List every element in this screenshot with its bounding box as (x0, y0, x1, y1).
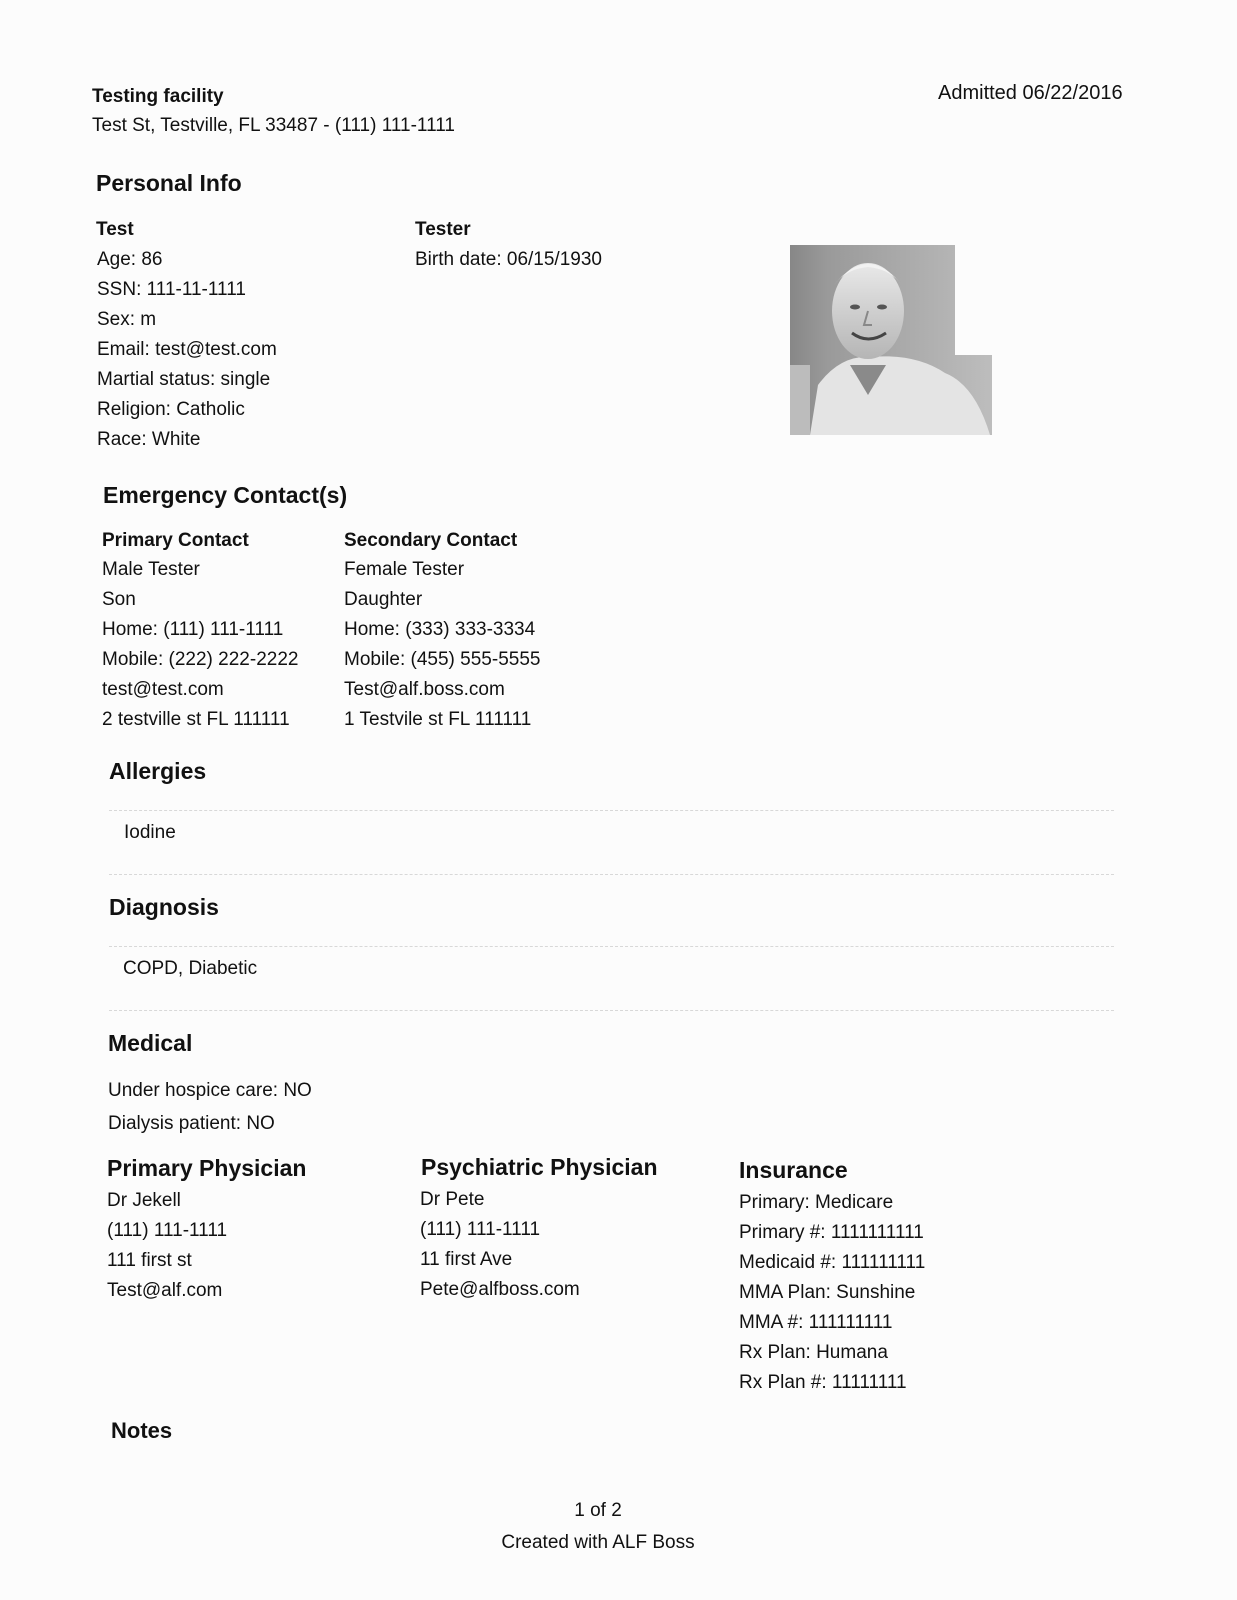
primary-physician-email: Test@alf.com (107, 1280, 223, 1301)
diagnosis-box-bottom (109, 1010, 1114, 1011)
insurance-primary: Primary: Medicare (739, 1192, 894, 1213)
facility-name: Testing facility (92, 86, 224, 107)
marital-status: Martial status: single (97, 369, 271, 390)
psychiatric-physician-address: 11 first Ave (420, 1249, 513, 1270)
facility-address: Test St, Testville, FL 33487 - (111) 111-1111 (92, 115, 455, 136)
secondary-contact-email: Test@alf.boss.com (344, 679, 505, 700)
insurance-rx-plan: Rx Plan: Humana (739, 1342, 888, 1363)
notes-heading: Notes (111, 1418, 173, 1443)
primary-contact-address: 2 testville st FL 111111 (102, 709, 290, 730)
secondary-contact-relation: Daughter (344, 589, 423, 610)
diagnosis-heading: Diagnosis (109, 894, 219, 920)
primary-contact-email: test@test.com (102, 679, 224, 700)
secondary-contact-details (344, 555, 540, 735)
race: Race: White (97, 429, 201, 450)
psychiatric-physician-email: Pete@alfboss.com (420, 1279, 580, 1300)
page-number: 1 of 2 (574, 1500, 622, 1521)
personal-info-heading: Personal Info (96, 170, 242, 196)
primary-contact-name: Male Tester (102, 559, 200, 580)
psychiatric-physician-phone: (111) 111-1111 (420, 1219, 541, 1240)
hospice-status: Under hospice care: NO (108, 1080, 312, 1101)
dialysis-status: Dialysis patient: NO (108, 1113, 275, 1134)
ssn: SSN: 111-11-1111 (97, 279, 246, 300)
primary-contact-relation: Son (102, 589, 136, 610)
insurance-rx-plan-number: Rx Plan #: 11111111 (739, 1372, 907, 1393)
diagnosis-box-top (109, 946, 1114, 947)
resident-photo-image (740, 245, 992, 435)
primary-physician-details (107, 1186, 227, 1306)
insurance-mma-number: MMA #: 111111111 (739, 1312, 893, 1333)
secondary-contact-home: Home: (333) 333-3334 (344, 619, 536, 640)
secondary-contact-mobile: Mobile: (455) 555-5555 (344, 649, 541, 670)
insurance-heading: Insurance (739, 1157, 848, 1183)
psychiatric-physician-details (420, 1185, 580, 1305)
birth-date: Birth date: 06/15/1930 (415, 249, 602, 270)
allergies-box-bottom (109, 874, 1114, 875)
secondary-contact-title: Secondary Contact (344, 530, 518, 551)
email: Email: test@test.com (97, 339, 277, 360)
admitted-date: Admitted 06/22/2016 (938, 82, 1123, 104)
insurance-primary-number: Primary #: 1111111111 (739, 1222, 924, 1243)
primary-contact-details (102, 555, 298, 735)
age: Age: 86 (97, 249, 163, 270)
insurance-mma-plan: MMA Plan: Sunshine (739, 1282, 916, 1303)
resident-photo (740, 245, 992, 435)
created-with: Created with ALF Boss (501, 1532, 695, 1553)
allergies-value: Iodine (124, 822, 176, 843)
primary-physician-address: 111 first st (107, 1250, 192, 1271)
resident-first-name: Test (96, 219, 134, 240)
primary-physician-phone: (111) 111-1111 (107, 1220, 228, 1241)
personal-info-list (97, 245, 277, 455)
primary-contact-home: Home: (111) 111-1111 (102, 619, 284, 640)
secondary-contact-name: Female Tester (344, 559, 465, 580)
secondary-contact-address: 1 Testvile st FL 111111 (344, 709, 532, 730)
sex: Sex: m (97, 309, 157, 330)
psychiatric-physician-heading: Psychiatric Physician (421, 1154, 658, 1180)
emergency-contacts-heading: Emergency Contact(s) (103, 482, 348, 508)
allergies-box-top (109, 810, 1114, 811)
primary-contact-title: Primary Contact (102, 530, 249, 551)
religion: Religion: Catholic (97, 399, 245, 420)
psychiatric-physician-name: Dr Pete (420, 1189, 485, 1210)
primary-physician-name: Dr Jekell (107, 1190, 181, 1211)
insurance-details (739, 1188, 925, 1398)
insurance-medicaid-number: Medicaid #: 111111111 (739, 1252, 926, 1273)
primary-physician-heading: Primary Physician (107, 1155, 307, 1181)
medical-heading: Medical (108, 1030, 193, 1056)
diagnosis-value: COPD, Diabetic (123, 958, 258, 979)
resident-last-name: Tester (415, 219, 471, 240)
primary-contact-mobile: Mobile: (222) 222-2222 (102, 649, 299, 670)
allergies-heading: Allergies (109, 758, 207, 784)
